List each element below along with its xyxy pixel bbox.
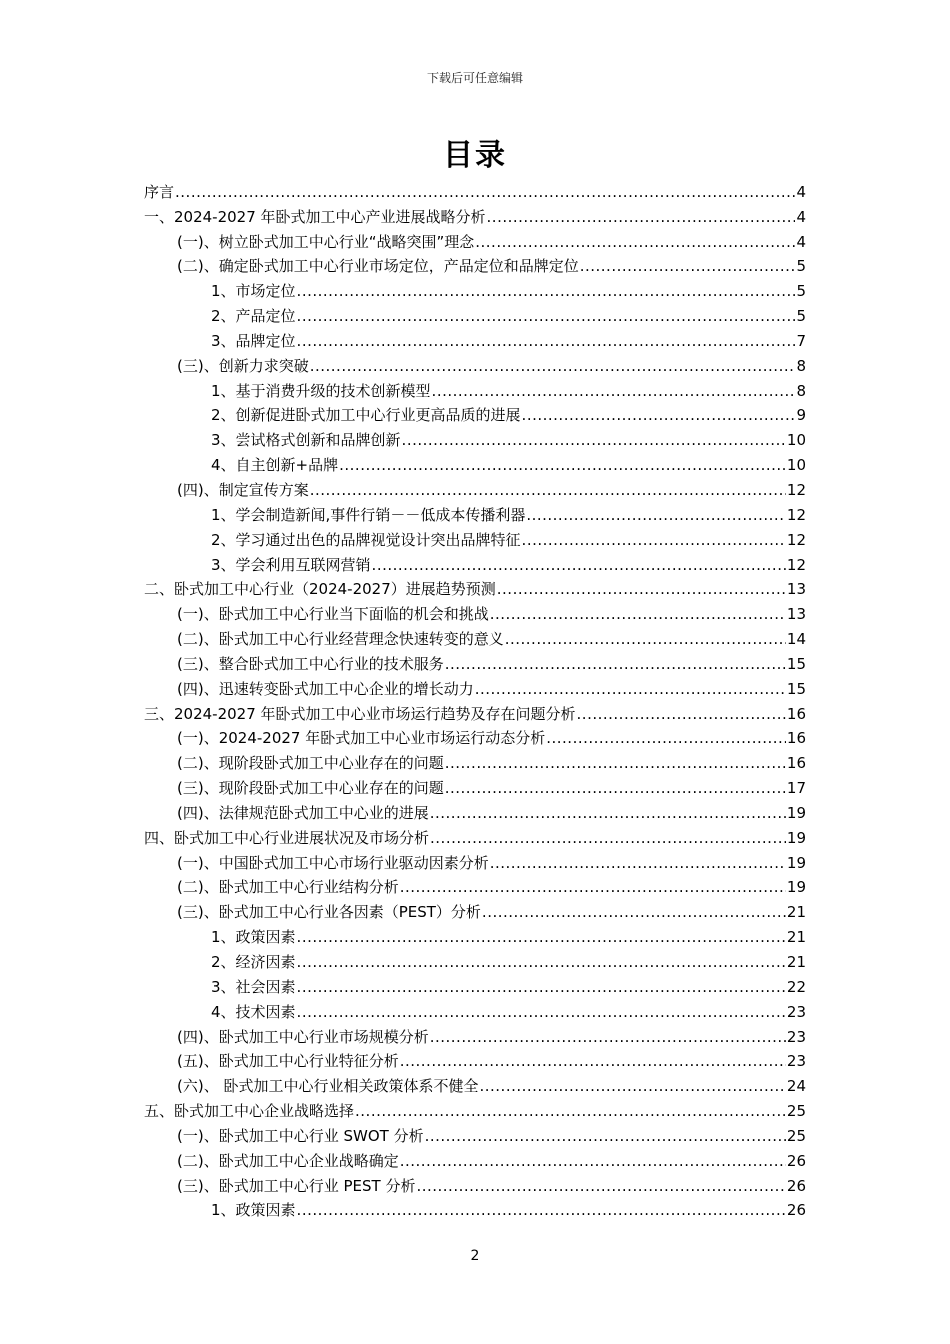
dot-leader bbox=[297, 307, 796, 325]
dot-leader bbox=[430, 804, 786, 822]
toc-entry-title: 4、技术因素 bbox=[211, 1002, 296, 1021]
toc-entry-title: (一)、中国卧式加工中心市场行业驱动因素分析 bbox=[177, 853, 489, 872]
dot-leader bbox=[430, 829, 786, 847]
toc-entry-title: (四)、法律规范卧式加工中心业的进展 bbox=[177, 803, 429, 822]
toc-entry-page: 8 bbox=[796, 381, 806, 400]
dot-leader bbox=[402, 431, 786, 449]
toc-entry-title: (二)、卧式加工中心企业战略确定 bbox=[177, 1151, 399, 1170]
dot-leader bbox=[297, 928, 786, 946]
toc-entry-title: 2、创新促进卧式加工中心行业更高品质的进展 bbox=[211, 406, 521, 425]
toc-entry[interactable] bbox=[144, 300, 806, 325]
toc-entry-page: 26 bbox=[786, 1151, 806, 1170]
toc-entry-title: 五、卧式加工中心企业战略选择 bbox=[144, 1102, 355, 1121]
toc-entry-page: 26 bbox=[786, 1201, 806, 1220]
dot-leader bbox=[522, 531, 786, 549]
toc-entry[interactable] bbox=[144, 1195, 806, 1220]
toc-entry-page: 12 bbox=[786, 480, 806, 499]
toc-entry[interactable] bbox=[144, 772, 806, 797]
toc-entry-title: (三)、卧式加工中心行业 PEST 分析 bbox=[177, 1176, 416, 1195]
toc-entry-title: 1、学会制造新闻,事件行销－－低成本传播利器 bbox=[211, 505, 526, 524]
toc-entry[interactable] bbox=[144, 176, 806, 201]
toc-entry-page: 5 bbox=[796, 307, 806, 326]
toc-entry-title: 三、2024-2027 年卧式加工中心业市场运行趋势及存在问题分析 bbox=[144, 704, 576, 723]
dot-leader bbox=[175, 183, 795, 201]
toc-entry-title: 4、自主创新+品牌 bbox=[211, 456, 339, 475]
dot-leader bbox=[497, 580, 786, 598]
toc-entry[interactable] bbox=[144, 400, 806, 425]
toc-entry[interactable] bbox=[144, 1021, 806, 1046]
toc-entry[interactable] bbox=[144, 648, 806, 673]
dot-leader bbox=[479, 1077, 785, 1095]
toc-entry-title: (一)、卧式加工中心行业当下面临的机会和挑战 bbox=[177, 605, 489, 624]
toc-entry-title: (一)、树立卧式加工中心行业“战略突围”理念 bbox=[177, 232, 475, 251]
toc-entry-page: 4 bbox=[796, 207, 806, 226]
toc-entry[interactable] bbox=[144, 797, 806, 822]
toc-entry[interactable] bbox=[144, 673, 806, 698]
toc-entry-title: (二)、确定卧式加工中心行业市场定位，产品定位和品牌定位 bbox=[177, 257, 579, 276]
dot-leader bbox=[297, 953, 786, 971]
dot-leader bbox=[580, 257, 796, 275]
toc-entry-title: 一、2024-2027 年卧式加工中心产业进展战略分析 bbox=[144, 207, 486, 226]
toc-entry-page: 13 bbox=[786, 580, 806, 599]
toc-entry[interactable] bbox=[144, 1070, 806, 1095]
toc-entry-page: 8 bbox=[796, 356, 806, 375]
toc-entry-title: (一)、2024-2027 年卧式加工中心业市场运行动态分析 bbox=[177, 729, 546, 748]
dot-leader bbox=[297, 282, 796, 300]
toc-entry[interactable] bbox=[144, 723, 806, 748]
dot-leader bbox=[577, 705, 786, 723]
dot-leader bbox=[430, 1028, 786, 1046]
dot-leader bbox=[339, 456, 786, 474]
toc-entry-title: (二)、卧式加工中心行业经营理念快速转变的意义 bbox=[177, 630, 504, 649]
dot-leader bbox=[490, 605, 786, 623]
dot-leader bbox=[505, 630, 786, 648]
toc-entry[interactable] bbox=[144, 424, 806, 449]
toc-entry-page: 23 bbox=[786, 1002, 806, 1021]
dot-leader bbox=[475, 680, 786, 698]
toc-entry-title: 1、政策因素 bbox=[211, 1201, 296, 1220]
toc-entry-page: 19 bbox=[786, 853, 806, 872]
dot-leader bbox=[400, 1152, 786, 1170]
toc-entry-page: 4 bbox=[796, 182, 806, 201]
toc-entry-title: 1、政策因素 bbox=[211, 928, 296, 947]
toc-entry-title: (三)、卧式加工中心行业各因素（PEST）分析 bbox=[177, 903, 481, 922]
dot-leader bbox=[445, 754, 786, 772]
toc-entry-page: 12 bbox=[786, 555, 806, 574]
dot-leader bbox=[416, 1177, 785, 1195]
dot-leader bbox=[372, 556, 786, 574]
toc-entry-page: 15 bbox=[786, 679, 806, 698]
toc-entry-page: 16 bbox=[786, 754, 806, 773]
toc-entry[interactable] bbox=[144, 747, 806, 772]
toc-entry[interactable] bbox=[144, 1120, 806, 1145]
toc-entry[interactable] bbox=[144, 549, 806, 574]
toc-entry-page: 23 bbox=[786, 1027, 806, 1046]
toc-entry[interactable] bbox=[144, 201, 806, 226]
toc-entry-title: (四)、卧式加工中心行业市场规模分析 bbox=[177, 1027, 429, 1046]
toc-entry[interactable] bbox=[144, 921, 806, 946]
dot-leader bbox=[487, 208, 796, 226]
toc-entry[interactable] bbox=[144, 946, 806, 971]
toc-entry[interactable] bbox=[144, 449, 806, 474]
toc-entry[interactable] bbox=[144, 375, 806, 400]
toc-entry-page: 14 bbox=[786, 630, 806, 649]
toc-entry-title: 2、学习通过出色的品牌视觉设计突出品牌特征 bbox=[211, 530, 521, 549]
dot-leader bbox=[400, 1052, 786, 1070]
toc-entry[interactable] bbox=[144, 971, 806, 996]
toc-entry[interactable] bbox=[144, 896, 806, 921]
toc-entry-page: 13 bbox=[786, 605, 806, 624]
toc-entry-title: (五)、卧式加工中心行业特征分析 bbox=[177, 1052, 399, 1071]
dot-leader bbox=[425, 1127, 786, 1145]
dot-leader bbox=[445, 779, 786, 797]
toc-entry-page: 21 bbox=[786, 953, 806, 971]
toc-entry-page: 21 bbox=[786, 928, 806, 947]
toc-entry[interactable] bbox=[144, 1046, 806, 1071]
dot-leader bbox=[297, 978, 786, 996]
toc-entry[interactable] bbox=[144, 499, 806, 524]
toc-entry-title: (四)、制定宣传方案 bbox=[177, 480, 309, 499]
toc-entry[interactable] bbox=[144, 251, 806, 276]
dot-leader bbox=[400, 878, 786, 896]
toc-entry[interactable] bbox=[144, 226, 806, 251]
table-of-contents bbox=[144, 176, 806, 1219]
toc-entry[interactable] bbox=[144, 996, 806, 1021]
toc-entry-page: 10 bbox=[786, 456, 806, 475]
toc-entry-title: (四)、迅速转变卧式加工中心企业的增长动力 bbox=[177, 679, 474, 698]
toc-entry-page: 23 bbox=[786, 1052, 806, 1071]
toc-entry-page: 21 bbox=[786, 903, 806, 922]
toc-entry-title: 2、产品定位 bbox=[211, 307, 296, 326]
toc-entry-page: 19 bbox=[786, 803, 806, 822]
toc-entry-title: 四、卧式加工中心行业进展状况及市场分析 bbox=[144, 828, 430, 847]
page-number: 2 bbox=[470, 1248, 480, 1264]
toc-entry[interactable] bbox=[144, 698, 806, 723]
toc-entry-title: 二、卧式加工中心行业（2024-2027）进展趋势预测 bbox=[144, 580, 496, 599]
toc-entry[interactable] bbox=[144, 1145, 806, 1170]
dot-leader bbox=[546, 729, 786, 747]
toc-entry[interactable] bbox=[144, 598, 806, 623]
dot-leader bbox=[355, 1102, 786, 1120]
dot-leader bbox=[526, 506, 786, 524]
header-note: 下载后可任意编辑 bbox=[426, 71, 523, 85]
toc-entry-title: 3、品牌定位 bbox=[211, 331, 296, 350]
toc-entry-title: (三)、现阶段卧式加工中心业存在的问题 bbox=[177, 779, 444, 798]
toc-entry-title: (二)、现阶段卧式加工中心业存在的问题 bbox=[177, 754, 444, 773]
toc-entry-title: 1、市场定位 bbox=[211, 282, 296, 301]
toc-entry-title: 序言 bbox=[144, 182, 175, 201]
toc-entry-page: 5 bbox=[796, 257, 806, 276]
toc-entry[interactable] bbox=[144, 524, 806, 549]
toc-entry-page: 16 bbox=[786, 729, 806, 748]
toc-entry[interactable] bbox=[144, 623, 806, 648]
toc-entry-page: 12 bbox=[786, 530, 806, 549]
toc-entry-title: 1、基于消费升级的技术创新模型 bbox=[211, 381, 431, 400]
toc-entry[interactable] bbox=[144, 847, 806, 872]
toc-entry-title: 3、社会因素 bbox=[211, 977, 296, 996]
toc-entry-title: (六)、 卧式加工中心行业相关政策体系不健全 bbox=[177, 1077, 479, 1096]
toc-entry-title: 2、经济因素 bbox=[211, 953, 296, 971]
toc-entry-title: 3、尝试格式创新和品牌创新 bbox=[211, 431, 401, 450]
toc-entry-page: 9 bbox=[796, 406, 806, 425]
toc-entry-title: (三)、整合卧式加工中心行业的技术服务 bbox=[177, 654, 444, 673]
toc-entry-page: 25 bbox=[786, 1126, 806, 1145]
toc-entry-page: 12 bbox=[786, 505, 806, 524]
toc-entry-page: 22 bbox=[786, 977, 806, 996]
toc-entry-page: 10 bbox=[786, 431, 806, 450]
toc-title: 目录 bbox=[443, 138, 507, 173]
dot-leader bbox=[445, 655, 786, 673]
toc-entry-page: 17 bbox=[786, 779, 806, 798]
toc-entry-page: 16 bbox=[786, 704, 806, 723]
toc-entry-page: 5 bbox=[796, 282, 806, 301]
toc-entry-title: (二)、卧式加工中心行业结构分析 bbox=[177, 878, 399, 897]
toc-entry[interactable] bbox=[144, 574, 806, 599]
toc-entry[interactable] bbox=[144, 474, 806, 499]
toc-entry-page: 4 bbox=[796, 232, 806, 251]
toc-entry-page: 19 bbox=[786, 828, 806, 847]
dot-leader bbox=[522, 406, 796, 424]
dot-leader bbox=[432, 382, 796, 400]
dot-leader bbox=[310, 481, 786, 499]
toc-entry-page: 15 bbox=[786, 654, 806, 673]
dot-leader bbox=[310, 357, 796, 375]
toc-entry[interactable] bbox=[144, 1095, 806, 1120]
toc-entry[interactable] bbox=[144, 1170, 806, 1195]
dot-leader bbox=[482, 903, 786, 921]
toc-entry[interactable] bbox=[144, 350, 806, 375]
toc-entry-page: 19 bbox=[786, 878, 806, 897]
toc-entry-page: 25 bbox=[786, 1102, 806, 1121]
toc-entry-title: (三)、创新力求突破 bbox=[177, 356, 309, 375]
toc-entry-title: 3、学会利用互联网营销 bbox=[211, 555, 371, 574]
toc-entry-page: 24 bbox=[786, 1077, 806, 1096]
dot-leader bbox=[297, 1201, 786, 1219]
toc-entry[interactable] bbox=[144, 872, 806, 897]
toc-entry-title: (一)、卧式加工中心行业 SWOT 分析 bbox=[177, 1126, 424, 1145]
toc-entry[interactable] bbox=[144, 822, 806, 847]
dot-leader bbox=[297, 1003, 786, 1021]
dot-leader bbox=[490, 854, 786, 872]
toc-entry[interactable] bbox=[144, 275, 806, 300]
dot-leader bbox=[475, 233, 795, 251]
toc-entry-page: 26 bbox=[786, 1176, 806, 1195]
dot-leader bbox=[297, 332, 796, 350]
toc-entry-page: 7 bbox=[796, 331, 806, 350]
toc-entry[interactable] bbox=[144, 325, 806, 350]
